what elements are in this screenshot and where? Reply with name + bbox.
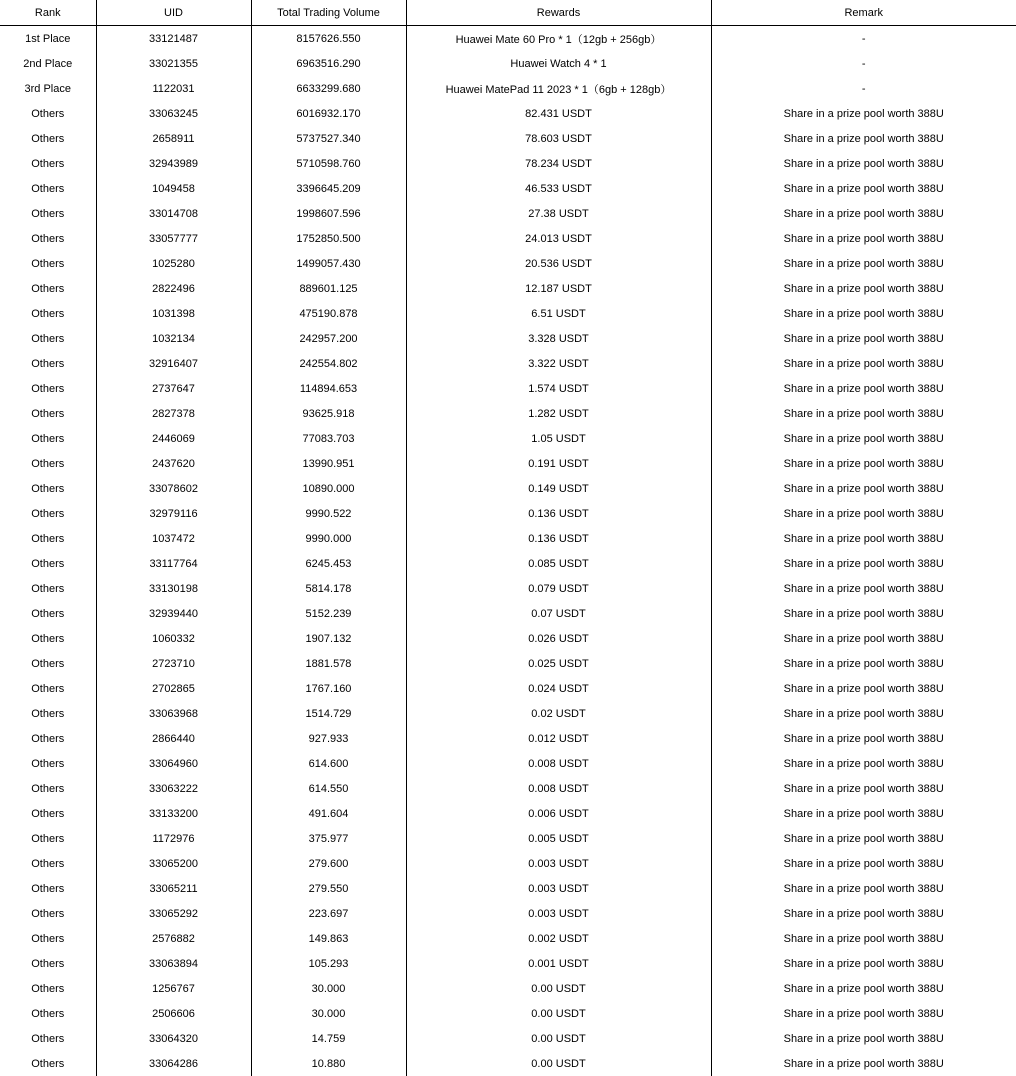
cell-rank: Others [31,732,65,745]
table-row [0,901,1016,926]
cell-uid: 33117764 [96,551,251,576]
table-row [0,101,1016,126]
cell-uid: 33065292 [96,901,251,926]
cell-remark: Share in a prize pool worth 388U [711,1051,1016,1076]
cell-rewards: 27.38 USDT [406,201,711,226]
cell-uid: 2506606 [96,1001,251,1026]
table-row [0,726,1016,751]
cell-total-trading-volume: 114894.653 [251,376,406,401]
cell-uid: 33063968 [96,701,251,726]
cell-remark: Share in a prize pool worth 388U [711,576,1016,601]
table-row [0,276,1016,301]
cell-rank: 3rd Place [24,82,71,95]
cell-rewards: 24.013 USDT [406,226,711,251]
cell-total-trading-volume: 5152.239 [251,601,406,626]
table-row [0,751,1016,776]
cell-uid: 2827378 [96,401,251,426]
cell-rewards: 0.025 USDT [406,651,711,676]
cell-rewards: 0.024 USDT [406,676,711,701]
cell-rewards: 0.006 USDT [406,801,711,826]
cell-rank: Others [31,132,65,145]
cell-remark: - [711,76,1016,101]
cell-total-trading-volume: 375.977 [251,826,406,851]
table-row [0,376,1016,401]
cell-uid: 33065200 [96,851,251,876]
cell-remark: Share in a prize pool worth 388U [711,751,1016,776]
table-row [0,301,1016,326]
cell-total-trading-volume: 13990.951 [251,451,406,476]
table-row [0,51,1016,76]
cell-rank: Others [31,757,65,770]
cell-rank: Others [31,107,65,120]
cell-remark: Share in a prize pool worth 388U [711,826,1016,851]
cell-rank: 2nd Place [23,57,73,70]
cell-remark: Share in a prize pool worth 388U [711,301,1016,326]
cell-rank: Others [31,432,65,445]
cell-uid: 1031398 [96,301,251,326]
header-rewards: Rewards [406,0,711,26]
cell-rewards: 0.00 USDT [406,1051,711,1076]
cell-remark: - [711,26,1016,52]
cell-uid: 1049458 [96,176,251,201]
cell-remark: Share in a prize pool worth 388U [711,651,1016,676]
cell-total-trading-volume: 491.604 [251,801,406,826]
cell-total-trading-volume: 30.000 [251,976,406,1001]
cell-rank: Others [31,1057,65,1070]
table-row [0,76,1016,101]
cell-uid: 1025280 [96,251,251,276]
cell-total-trading-volume: 1907.132 [251,626,406,651]
cell-remark: - [711,51,1016,76]
cell-rewards: 0.136 USDT [406,526,711,551]
cell-uid: 32916407 [96,351,251,376]
cell-rewards: 0.079 USDT [406,576,711,601]
cell-total-trading-volume: 927.933 [251,726,406,751]
cell-remark: Share in a prize pool worth 388U [711,526,1016,551]
cell-rank: Others [31,932,65,945]
cell-rewards: 0.136 USDT [406,501,711,526]
table-row [0,201,1016,226]
cell-rank: Others [31,782,65,795]
cell-remark: Share in a prize pool worth 388U [711,1001,1016,1026]
cell-total-trading-volume: 105.293 [251,951,406,976]
table-row [0,951,1016,976]
cell-remark: Share in a prize pool worth 388U [711,476,1016,501]
cell-remark: Share in a prize pool worth 388U [711,101,1016,126]
table-body [0,26,1016,1076]
cell-rewards: 1.282 USDT [406,401,711,426]
cell-uid: 2737647 [96,376,251,401]
table-row [0,551,1016,576]
cell-uid: 32979116 [96,501,251,526]
cell-total-trading-volume: 889601.125 [251,276,406,301]
cell-rank: Others [31,982,65,995]
cell-rewards: 0.012 USDT [406,726,711,751]
cell-rewards: 0.085 USDT [406,551,711,576]
cell-rewards: 0.001 USDT [406,951,711,976]
table-row [0,126,1016,151]
cell-rank: Others [31,707,65,720]
table-row [0,326,1016,351]
cell-total-trading-volume: 10.880 [251,1051,406,1076]
table-row [0,251,1016,276]
cell-total-trading-volume: 6633299.680 [251,76,406,101]
table-row [0,426,1016,451]
cell-total-trading-volume: 6245.453 [251,551,406,576]
cell-remark: Share in a prize pool worth 388U [711,151,1016,176]
cell-rewards: 6.51 USDT [406,301,711,326]
cell-rewards: 78.603 USDT [406,126,711,151]
table-row [0,526,1016,551]
table-row [0,826,1016,851]
cell-uid: 32943989 [96,151,251,176]
cell-rank: Others [31,957,65,970]
cell-total-trading-volume: 614.550 [251,776,406,801]
cell-rewards: 0.003 USDT [406,901,711,926]
cell-rank: Others [31,507,65,520]
header-remark: Remark [711,0,1016,26]
table-row [0,1026,1016,1051]
header-rank: Rank [0,0,96,26]
cell-total-trading-volume: 9990.522 [251,501,406,526]
cell-uid: 2437620 [96,451,251,476]
cell-remark: Share in a prize pool worth 388U [711,601,1016,626]
cell-total-trading-volume: 242957.200 [251,326,406,351]
cell-uid: 33014708 [96,201,251,226]
cell-remark: Share in a prize pool worth 388U [711,126,1016,151]
cell-remark: Share in a prize pool worth 388U [711,701,1016,726]
cell-rewards: 12.187 USDT [406,276,711,301]
cell-total-trading-volume: 5814.178 [251,576,406,601]
cell-rank: Others [31,657,65,670]
cell-rewards: 78.234 USDT [406,151,711,176]
cell-remark: Share in a prize pool worth 388U [711,726,1016,751]
table-row [0,176,1016,201]
header-row [0,0,1016,26]
cell-uid: 2822496 [96,276,251,301]
cell-rank: Others [31,207,65,220]
cell-uid: 33063894 [96,951,251,976]
cell-total-trading-volume: 279.550 [251,876,406,901]
cell-rewards: 0.00 USDT [406,1001,711,1026]
cell-rank: Others [31,457,65,470]
cell-total-trading-volume: 279.600 [251,851,406,876]
table-row [0,676,1016,701]
cell-rewards: 0.02 USDT [406,701,711,726]
cell-uid: 33063245 [96,101,251,126]
table-row [0,851,1016,876]
cell-total-trading-volume: 14.759 [251,1026,406,1051]
cell-rewards: 3.328 USDT [406,326,711,351]
cell-remark: Share in a prize pool worth 388U [711,851,1016,876]
table-row [0,501,1016,526]
cell-rewards: 0.002 USDT [406,926,711,951]
cell-total-trading-volume: 6963516.290 [251,51,406,76]
cell-uid: 2446069 [96,426,251,451]
cell-rewards: 82.431 USDT [406,101,711,126]
cell-uid: 33078602 [96,476,251,501]
cell-rank: Others [31,157,65,170]
cell-rank: Others [31,482,65,495]
table-row [0,451,1016,476]
table-row [0,151,1016,176]
cell-uid: 33064320 [96,1026,251,1051]
table-row [0,651,1016,676]
cell-total-trading-volume: 77083.703 [251,426,406,451]
cell-uid: 33133200 [96,801,251,826]
cell-uid: 1060332 [96,626,251,651]
cell-rank: Others [31,332,65,345]
table-row [0,601,1016,626]
cell-rewards: 46.533 USDT [406,176,711,201]
cell-rewards: 0.07 USDT [406,601,711,626]
cell-uid: 33064286 [96,1051,251,1076]
cell-rank: Others [31,682,65,695]
cell-uid: 2576882 [96,926,251,951]
cell-rewards: 0.003 USDT [406,876,711,901]
cell-remark: Share in a prize pool worth 388U [711,551,1016,576]
cell-uid: 33065211 [96,876,251,901]
cell-uid: 1172976 [96,826,251,851]
cell-rewards: Huawei Mate 60 Pro * 1（12gb + 256gb） [406,26,711,52]
table-row [0,776,1016,801]
cell-rank: Others [31,907,65,920]
cell-rewards: 1.574 USDT [406,376,711,401]
cell-remark: Share in a prize pool worth 388U [711,426,1016,451]
cell-rank: Others [31,357,65,370]
cell-rank: Others [31,257,65,270]
table-row [0,476,1016,501]
cell-rewards: 0.00 USDT [406,1026,711,1051]
cell-total-trading-volume: 8157626.550 [251,26,406,52]
cell-remark: Share in a prize pool worth 388U [711,926,1016,951]
cell-rewards: 0.00 USDT [406,976,711,1001]
cell-remark: Share in a prize pool worth 388U [711,876,1016,901]
cell-remark: Share in a prize pool worth 388U [711,201,1016,226]
cell-rank: Others [31,832,65,845]
cell-total-trading-volume: 1767.160 [251,676,406,701]
cell-rank: Others [31,307,65,320]
table-row [0,876,1016,901]
cell-uid: 33064960 [96,751,251,776]
table-row [0,1051,1016,1076]
cell-total-trading-volume: 5737527.340 [251,126,406,151]
cell-rewards: 20.536 USDT [406,251,711,276]
table-header [0,0,1016,26]
cell-uid: 33063222 [96,776,251,801]
cell-total-trading-volume: 6016932.170 [251,101,406,126]
cell-remark: Share in a prize pool worth 388U [711,326,1016,351]
cell-rank: Others [31,382,65,395]
cell-uid: 32939440 [96,601,251,626]
cell-remark: Share in a prize pool worth 388U [711,451,1016,476]
cell-remark: Share in a prize pool worth 388U [711,801,1016,826]
header-total-trading-volume: Total Trading Volume [251,0,406,26]
cell-uid: 1037472 [96,526,251,551]
cell-total-trading-volume: 30.000 [251,1001,406,1026]
cell-remark: Share in a prize pool worth 388U [711,251,1016,276]
table-row [0,701,1016,726]
cell-total-trading-volume: 1514.729 [251,701,406,726]
cell-total-trading-volume: 1998607.596 [251,201,406,226]
cell-total-trading-volume: 93625.918 [251,401,406,426]
cell-rank: Others [31,1032,65,1045]
cell-rewards: 0.003 USDT [406,851,711,876]
cell-rewards: 0.149 USDT [406,476,711,501]
cell-total-trading-volume: 1499057.430 [251,251,406,276]
cell-rank: Others [31,857,65,870]
cell-uid: 2702865 [96,676,251,701]
cell-rank: Others [31,807,65,820]
cell-remark: Share in a prize pool worth 388U [711,1026,1016,1051]
cell-uid: 1122031 [96,76,251,101]
cell-rank: Others [31,557,65,570]
cell-total-trading-volume: 223.697 [251,901,406,926]
cell-total-trading-volume: 9990.000 [251,526,406,551]
cell-rewards: 0.191 USDT [406,451,711,476]
cell-rewards: 0.008 USDT [406,776,711,801]
cell-total-trading-volume: 614.600 [251,751,406,776]
cell-remark: Share in a prize pool worth 388U [711,276,1016,301]
cell-remark: Share in a prize pool worth 388U [711,901,1016,926]
table-row [0,626,1016,651]
cell-rank: Others [31,407,65,420]
header-uid: UID [96,0,251,26]
cell-remark: Share in a prize pool worth 388U [711,676,1016,701]
cell-rewards: Huawei Watch 4 * 1 [406,51,711,76]
cell-uid: 33130198 [96,576,251,601]
cell-uid: 1256767 [96,976,251,1001]
cell-rank: Others [31,182,65,195]
table-row [0,351,1016,376]
cell-total-trading-volume: 242554.802 [251,351,406,376]
cell-uid: 1032134 [96,326,251,351]
cell-uid: 33021355 [96,51,251,76]
cell-remark: Share in a prize pool worth 388U [711,776,1016,801]
cell-total-trading-volume: 475190.878 [251,301,406,326]
cell-total-trading-volume: 1752850.500 [251,226,406,251]
cell-rank: Others [31,232,65,245]
cell-rank: Others [31,632,65,645]
cell-remark: Share in a prize pool worth 388U [711,401,1016,426]
cell-rank: Others [31,882,65,895]
cell-total-trading-volume: 149.863 [251,926,406,951]
table-row [0,576,1016,601]
table-row [0,976,1016,1001]
cell-rewards: 0.026 USDT [406,626,711,651]
cell-remark: Share in a prize pool worth 388U [711,351,1016,376]
cell-total-trading-volume: 3396645.209 [251,176,406,201]
cell-rewards: 0.005 USDT [406,826,711,851]
cell-remark: Share in a prize pool worth 388U [711,501,1016,526]
cell-uid: 33121487 [96,26,251,52]
table-row [0,26,1016,52]
cell-rank: 1st Place [25,32,71,45]
cell-remark: Share in a prize pool worth 388U [711,976,1016,1001]
cell-remark: Share in a prize pool worth 388U [711,951,1016,976]
cell-total-trading-volume: 10890.000 [251,476,406,501]
table-row [0,226,1016,251]
cell-remark: Share in a prize pool worth 388U [711,226,1016,251]
cell-total-trading-volume: 5710598.760 [251,151,406,176]
table-row [0,1001,1016,1026]
cell-rewards: 3.322 USDT [406,351,711,376]
table-row [0,401,1016,426]
cell-rewards: 1.05 USDT [406,426,711,451]
cell-rank: Others [31,607,65,620]
cell-uid: 2866440 [96,726,251,751]
cell-rank: Others [31,282,65,295]
cell-rank: Others [31,582,65,595]
cell-rewards: 0.008 USDT [406,751,711,776]
table-row [0,926,1016,951]
cell-uid: 33057777 [96,226,251,251]
table-row [0,801,1016,826]
cell-rank: Others [31,1007,65,1020]
cell-rewards: Huawei MatePad 11 2023 * 1（6gb + 128gb） [406,76,711,101]
cell-remark: Share in a prize pool worth 388U [711,376,1016,401]
cell-rank: Others [31,532,65,545]
cell-uid: 2658911 [96,126,251,151]
cell-remark: Share in a prize pool worth 388U [711,626,1016,651]
cell-uid: 2723710 [96,651,251,676]
cell-remark: Share in a prize pool worth 388U [711,176,1016,201]
cell-total-trading-volume: 1881.578 [251,651,406,676]
